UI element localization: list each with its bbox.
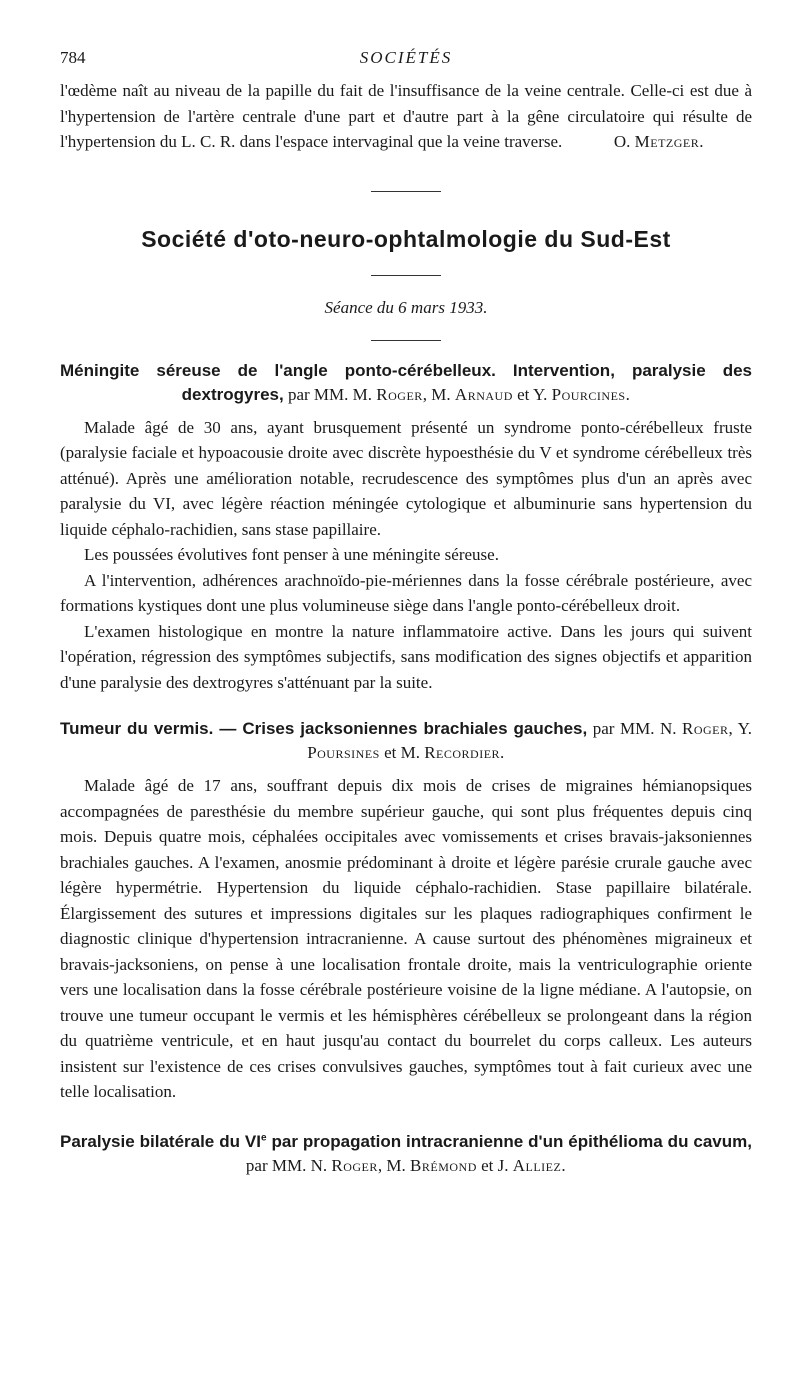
author-name: Roger xyxy=(376,384,423,404)
signature-name: Metzger. xyxy=(634,132,704,151)
article-title xyxy=(60,1132,752,1151)
author-separator: et Y. xyxy=(517,384,548,404)
article-title-superscript: e xyxy=(260,1132,267,1144)
author-separator: , Y. xyxy=(728,719,752,738)
previous-article-text: l'œdème naît au niveau de la papille du fait de l'insuffisance de la veine centrale. Celle-ci est due à l'hypertension de l'artère centrale d'une part et d'autre part à la gêne circulatoire qui résulte de l'hypertension du L. C. R. dans l'espace intervaginal que la veine traverse. xyxy=(60,81,752,151)
author-separator: , M. xyxy=(422,384,451,404)
author-name: Roger xyxy=(682,719,729,738)
authors-prefix: par MM. N. xyxy=(245,1156,328,1176)
article-title: Tumeur du vermis. — Crises jacksoniennes brachiales gauches, xyxy=(60,719,588,738)
article-heading xyxy=(60,717,752,765)
signature-initial: O. xyxy=(613,132,631,151)
author-name: Recordier. xyxy=(424,743,505,762)
author-name: Poursines xyxy=(307,743,380,762)
authors-prefix: par MM. M. xyxy=(287,384,373,404)
author-name: Roger xyxy=(331,1156,378,1176)
author-name: Brémond xyxy=(410,1156,477,1176)
page xyxy=(60,48,752,1178)
page-number: 784 xyxy=(60,48,86,67)
article-heading xyxy=(60,1127,752,1179)
authors-prefix: par MM. N. xyxy=(592,719,677,738)
article-title-part: Paralysie bilatérale du VI xyxy=(60,1132,261,1152)
author-separator: et M. xyxy=(384,743,420,762)
article-paragraph: Malade âgé de 17 ans, souffrant depuis dix mois de crises de migraines hémianopsiques accompagnées de paresthésie du membre supérieur gauche, qui sont plus fréquentes depuis cinq mois. Depuis quatre mois, céphalées occipitales avec vomissements et crises bravais-jaksoniennes brachiales gauches. A l'examen, anosmie prédominant à droite et légère parésie crurale gauche avec légère hypermétrie. Hypertension du liquide céphalo-rachidien. Stase papillaire bilatérale. Élargissement des sutures et impressions digitales sur les plaques radiographiques confirment le diagnostic clinique d'hypertension intracranienne. A cause surtout des phénomènes migraineux et bravais-jacksoniens, on pense à une localisation frontale droite, mais la ventriculographie oriente vers une localisation dans la fosse cérébrale postérieure voisine de la ligne médiane. A l'autopsie, on trouve une tumeur occupant le vermis et les hémisphères cérébelleux se prolongeant dans la région du quatrième ventricule, et en haut jusqu'au contact du bourrelet du corps calleux. Les auteurs insistent sur l'existence de ces crises convulsives gauches, symptômes tout à fait curieux avec une telle localisation. xyxy=(60,776,752,1101)
article-paragraph: A l'intervention, adhérences arachnoïdo-pie-mériennes dans la fosse cérébrale postérieure, avec formations kystiques dont une plus volumineuse siège dans l'angle ponto-cérébelleux droit. xyxy=(60,570,752,615)
article-heading xyxy=(60,359,752,407)
session-date: Séance du 6 mars 1933. xyxy=(324,297,488,317)
author-name: Pourcines. xyxy=(551,384,631,404)
article-paragraph: Les poussées évolutives font penser à une méningite séreuse. xyxy=(84,545,499,564)
article-paragraph: L'examen histologique en montre la nature inflammatoire active. Dans les jours qui suivent l'opération, régression des symptômes subjectifs, sans modification des signes objectifs et apparition d'une paralysie des dextrogyres s'atténuant par la suite. xyxy=(60,621,752,692)
author-name: Alliez. xyxy=(512,1156,567,1176)
author-name: Arnaud xyxy=(454,384,513,404)
running-head xyxy=(60,48,752,70)
article-title: Méningite séreuse de l'angle ponto-cérébelleux. Intervention, paralysie des dextrogyres, xyxy=(60,360,752,404)
journal-title: SOCIÉTÉS xyxy=(359,48,453,67)
author-separator: et J. xyxy=(481,1156,509,1176)
article-title-part: par propagation intracranienne d'un épithélioma du cavum, xyxy=(266,1132,752,1152)
society-title: Société d'oto-neuro-ophtalmologie du Sud-Est xyxy=(141,225,671,252)
author-separator: , M. xyxy=(377,1156,406,1176)
article-paragraph: Malade âgé de 30 ans, ayant brusquement présenté un syndrome ponto-cérébelleux fruste (paralysie faciale et hypoacousie droite avec discrète hypoesthésie du V et syndrome cérébelleux très atténué). Après une amélioration notable, recrudescence des symptômes plus d'un an après avec paralysie du VI, avec légère réaction méningée cytologique et albuminurie sans hypertension du liquide céphalo-rachidien, sans stase papillaire. xyxy=(60,417,752,539)
